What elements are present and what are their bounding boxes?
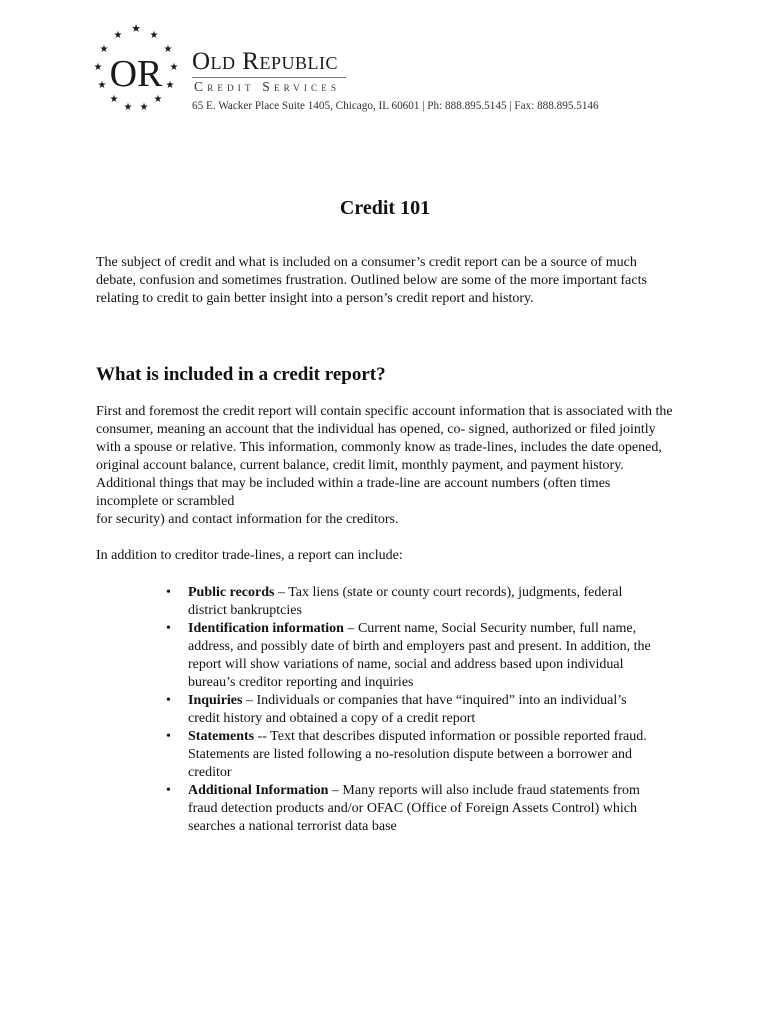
list-item xyxy=(188,692,658,728)
list-item xyxy=(188,620,658,692)
section-heading: What is included in a credit report? xyxy=(96,364,386,385)
list-item-text: – Individuals or companies that have “inquired” into an individual’s credit history and obtained a copy of a credit report xyxy=(188,693,627,726)
letterhead xyxy=(88,22,708,122)
company-logo xyxy=(88,22,184,118)
svg-text:★: ★ xyxy=(139,102,149,113)
svg-text:★: ★ xyxy=(169,62,179,73)
section-paragraph-2: In addition to creditor trade-lines, a report can include: xyxy=(96,548,403,563)
company-subtitle: Credit Services xyxy=(194,79,341,94)
list-item-text: – Current name, Social Security number, full name, address, and possibly date of birth and employers past and present. In addition, the report will show variations of name, social and address based upon individual bureau’s creditor reporting and inquiries xyxy=(188,621,651,690)
list-item-text: -- Text that describes disputed information or possible reported fraud. Statements are listed following a no-resolution dispute between a borrower and creditor xyxy=(188,729,647,780)
page-title: Credit 101 xyxy=(339,197,431,219)
svg-text:★: ★ xyxy=(99,44,109,55)
credit-report-items-list xyxy=(188,584,658,836)
company-name: Old Republic xyxy=(192,48,338,75)
logo-monogram: OR xyxy=(109,53,163,95)
list-item-term: Additional Information xyxy=(188,783,329,798)
svg-text:★: ★ xyxy=(153,94,163,105)
svg-text:★: ★ xyxy=(123,102,133,113)
list-item-term: Identification information xyxy=(188,621,344,636)
svg-text:★: ★ xyxy=(131,22,141,35)
svg-text:★: ★ xyxy=(109,94,119,105)
svg-text:★: ★ xyxy=(165,80,175,91)
svg-text:★: ★ xyxy=(97,80,107,91)
list-item-text: – Tax liens (state or county court records), judgments, federal district bankruptcies xyxy=(188,585,623,618)
list-item-text: – Many reports will also include fraud statements from fraud detection products and/or OFAC (Office of Foreign Assets Control) which searches a national terrorist data base xyxy=(188,783,640,834)
svg-text:★: ★ xyxy=(113,30,123,41)
section-paragraph-1-end: for security) and contact information for the creditors. xyxy=(96,512,399,527)
list-item-term: Inquiries xyxy=(188,693,243,708)
intro-paragraph: The subject of credit and what is included on a consumer’s credit report can be a source of much debate, confusion and sometimes frustration. Outlined below are some of the more important facts relating to credit to gain better insight into a person’s credit report and history. xyxy=(96,255,647,306)
brand-divider xyxy=(192,77,346,78)
svg-text:★: ★ xyxy=(149,30,159,41)
svg-text:★: ★ xyxy=(163,44,173,55)
list-item-term: Public records xyxy=(188,585,275,600)
list-item xyxy=(188,728,658,782)
list-item-term: Statements xyxy=(188,729,255,744)
list-item xyxy=(188,782,658,836)
list-item xyxy=(188,584,658,620)
section-paragraph-1: First and foremost the credit report will contain specific account information that is associated with the consumer, meaning an account that the individual has opened, co- signed, authorized or filed jointly with a spouse or relative. This information, commonly know as trade-lines, includes the date opened, original account balance, current balance, credit limit, monthly payment, and payment history. Additional things that may be included within a trade-line are account numbers (often times incomplete or scrambled xyxy=(96,404,673,509)
svg-text:★: ★ xyxy=(93,62,103,73)
contact-line: 65 E. Wacker Place Suite 1405, Chicago, IL 60601 | Ph: 888.895.5145 | Fax: 888.895.5146 xyxy=(192,100,599,112)
